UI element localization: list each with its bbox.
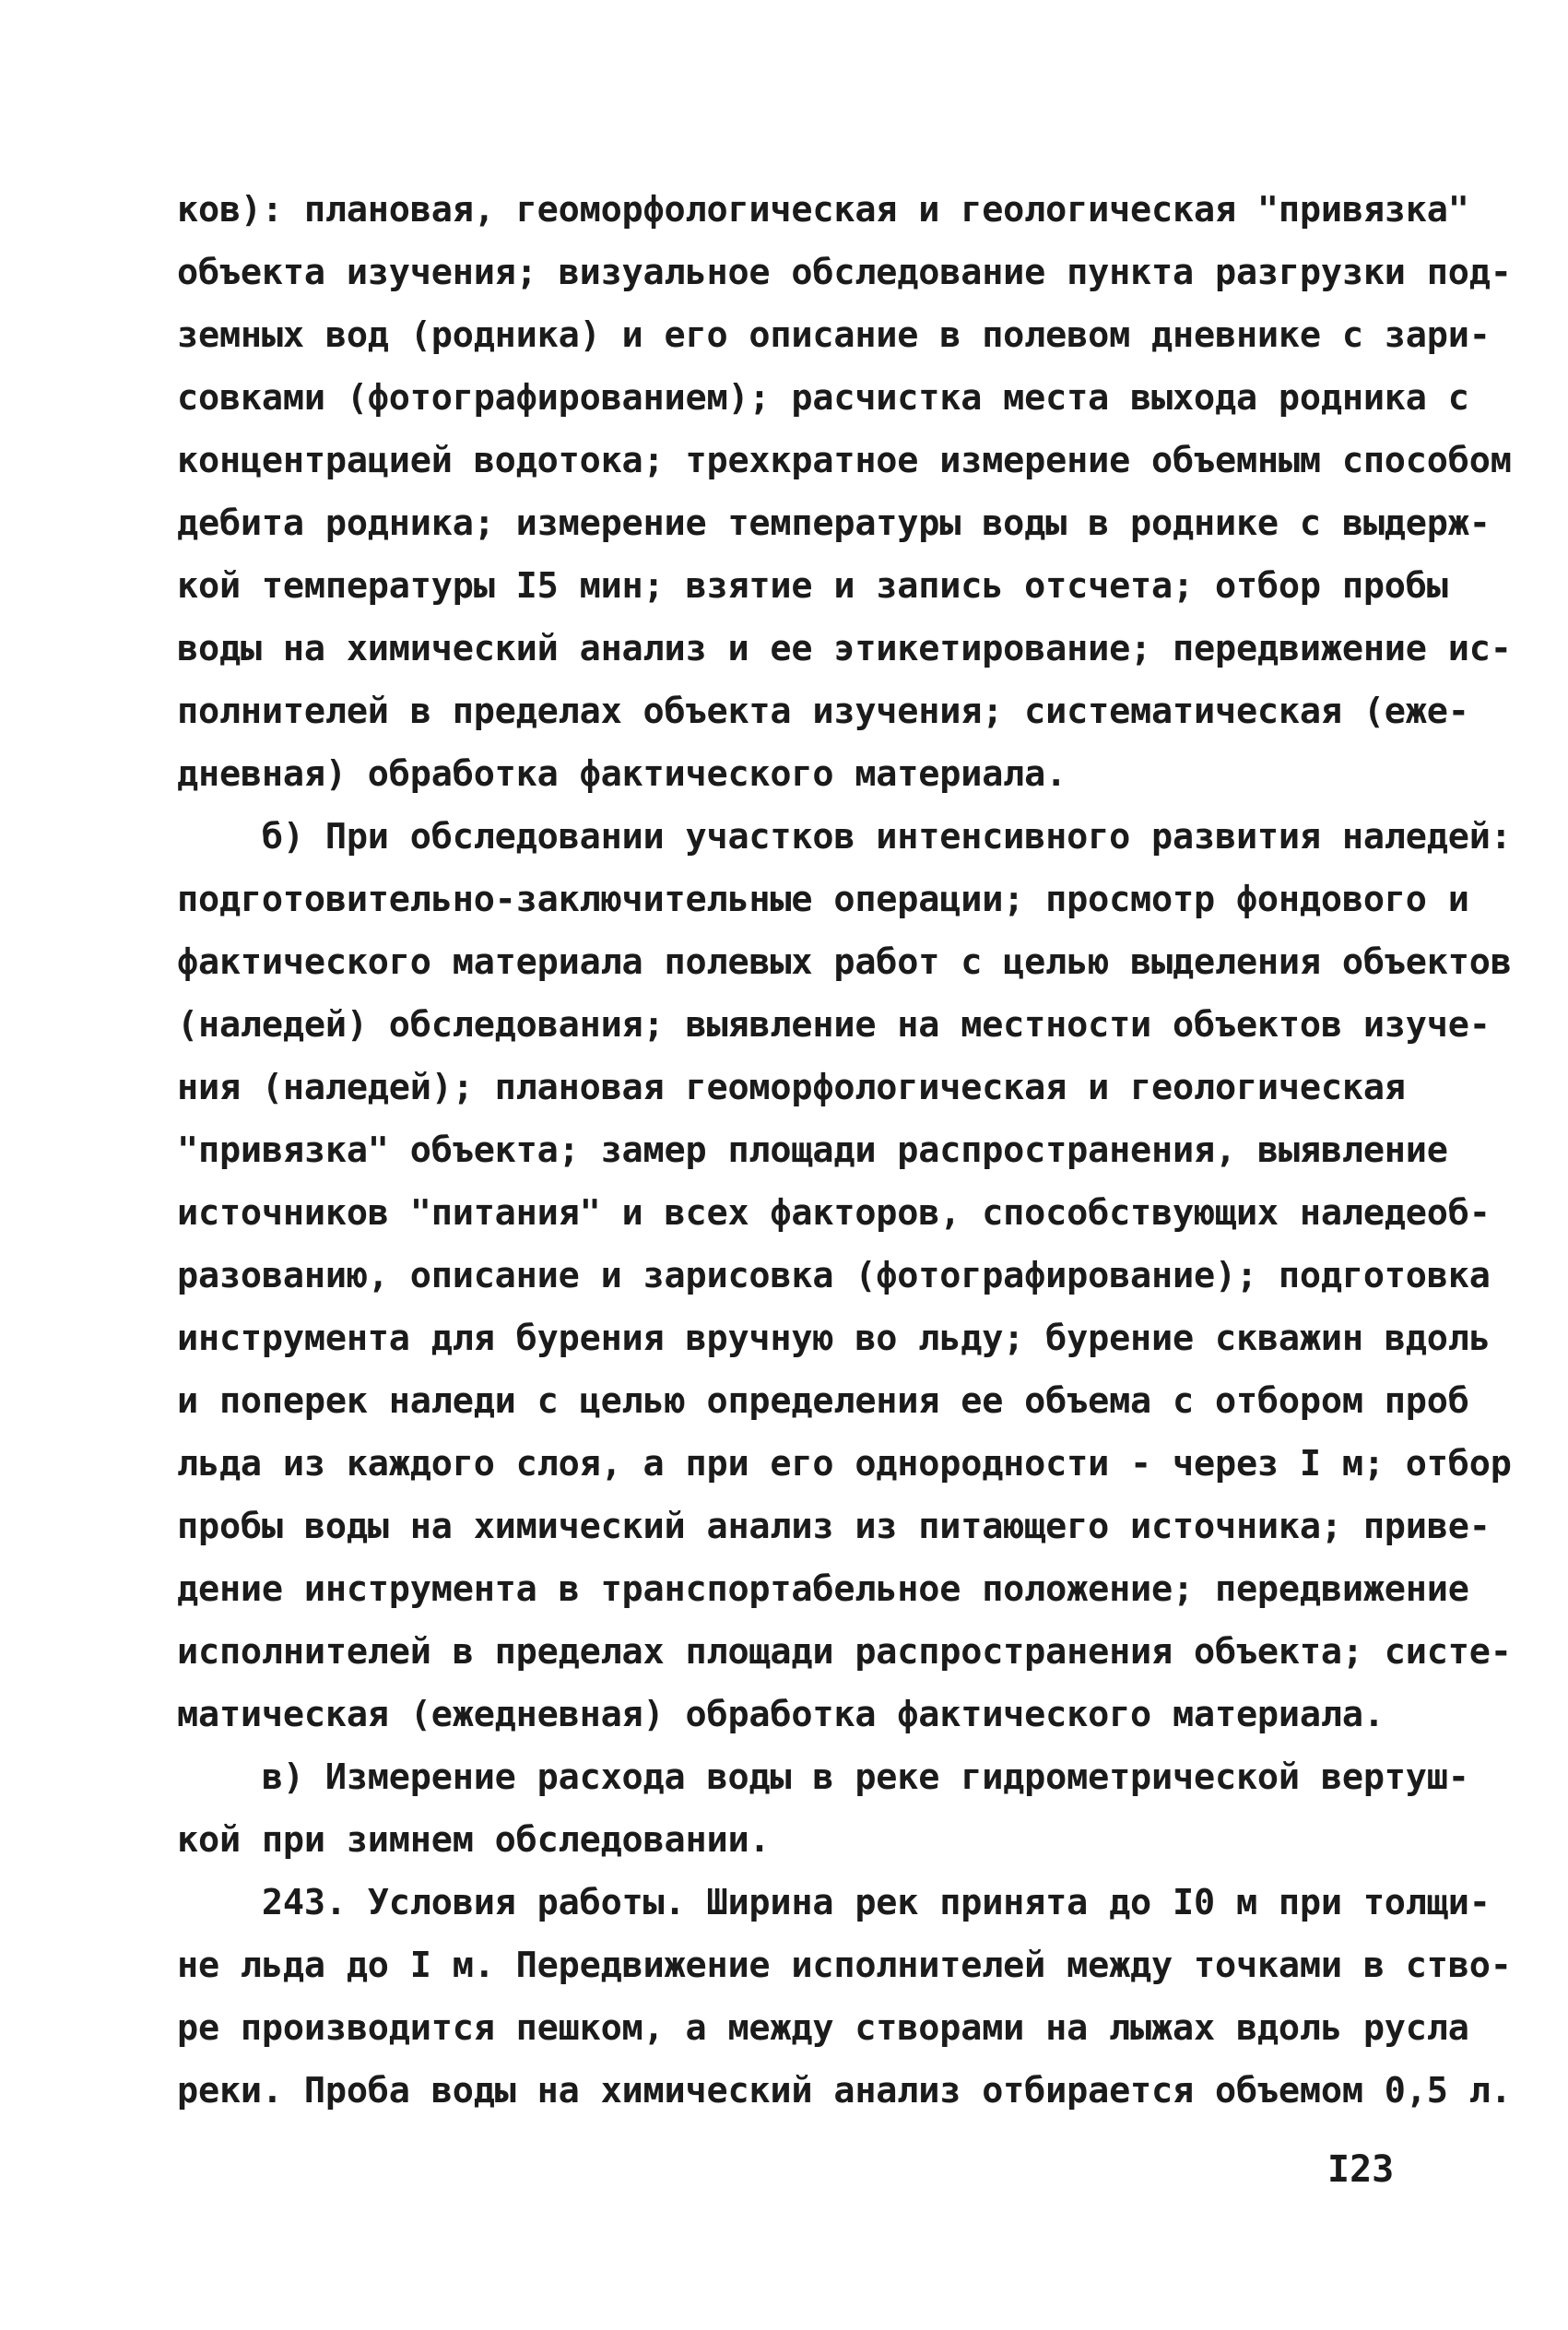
text-line: ре производится пешком, а между створами на лыжах вдоль русла (177, 2007, 1469, 2049)
text-line: объекта изучения; визуальное обследование пункта разгрузки под- (177, 252, 1512, 293)
text-line: пробы воды на химический анализ из питающего источника; приве- (177, 1506, 1491, 1547)
text-line: кой при зимнем обследовании. (177, 1819, 771, 1861)
text-line: совками (фотографированием); расчистка места выхода родника с (177, 377, 1469, 419)
text-line: фактического материала полевых работ с целью выделения объектов (177, 941, 1512, 983)
body-text (177, 179, 1512, 2123)
text-line: и поперек наледи с целью определения ее объема с отбором проб (177, 1380, 1469, 1422)
page-number: I23 (1327, 2148, 1395, 2191)
text-line: дение инструмента в транспортабельное положение; передвижение (177, 1568, 1469, 1610)
text-line: реки. Проба воды на химический анализ отбирается объемом 0,5 л. (177, 2070, 1512, 2111)
paragraph-v-start: в) Измерение расхода воды в реке гидрометрической вертуш- (177, 1756, 1469, 1798)
text-line: "привязка" объекта; замер площади распространения, выявление (177, 1130, 1448, 1171)
text-line: земных вод (родника) и его описание в полевом дневнике с зари- (177, 314, 1491, 356)
text-line: дневная) обработка фактического материала. (177, 753, 1067, 795)
text-line: не льда до I м. Передвижение исполнителей между точками в ство- (177, 1945, 1512, 1986)
text-line: дебита родника; измерение температуры воды в роднике с выдерж- (177, 503, 1491, 544)
text-line: воды на химический анализ и ее этикетирование; передвижение ис- (177, 628, 1512, 669)
text-line: кой температуры I5 мин; взятие и запись отсчета; отбор пробы (177, 565, 1448, 607)
text-line: льда из каждого слоя, а при его однородности - через I м; отбор (177, 1443, 1512, 1484)
text-line: подготовительно-заключительные операции; просмотр фондового и (177, 879, 1469, 920)
text-line: инструмента для бурения вручную во льду; бурение скважин вдоль (177, 1318, 1491, 1359)
text-line: источников "питания" и всех факторов, способствующих наледеоб- (177, 1192, 1491, 1234)
text-line: разованию, описание и зарисовка (фотографирование); подготовка (177, 1255, 1491, 1296)
paragraph-b-start: б) При обследовании участков интенсивного развития наледей: (177, 816, 1512, 857)
text-line: полнителей в пределах объекта изучения; систематическая (еже- (177, 691, 1469, 732)
text-line: исполнителей в пределах площади распространения объекта; систе- (177, 1631, 1512, 1673)
text-line: ния (наледей); плановая геоморфологическая и геологическая (177, 1067, 1406, 1108)
text-line: концентрацией водотока; трехкратное измерение объемным способом (177, 440, 1512, 481)
text-line: ков): плановая, геоморфологическая и геологическая "привязка" (177, 189, 1469, 231)
text-line: матическая (ежедневная) обработка фактического материала. (177, 1694, 1385, 1735)
text-line: (наледей) обследования; выявление на местности объектов изуче- (177, 1004, 1491, 1046)
paragraph-243-start: 243. Условия работы. Ширина рек принята до I0 м при толщи- (177, 1882, 1491, 1923)
